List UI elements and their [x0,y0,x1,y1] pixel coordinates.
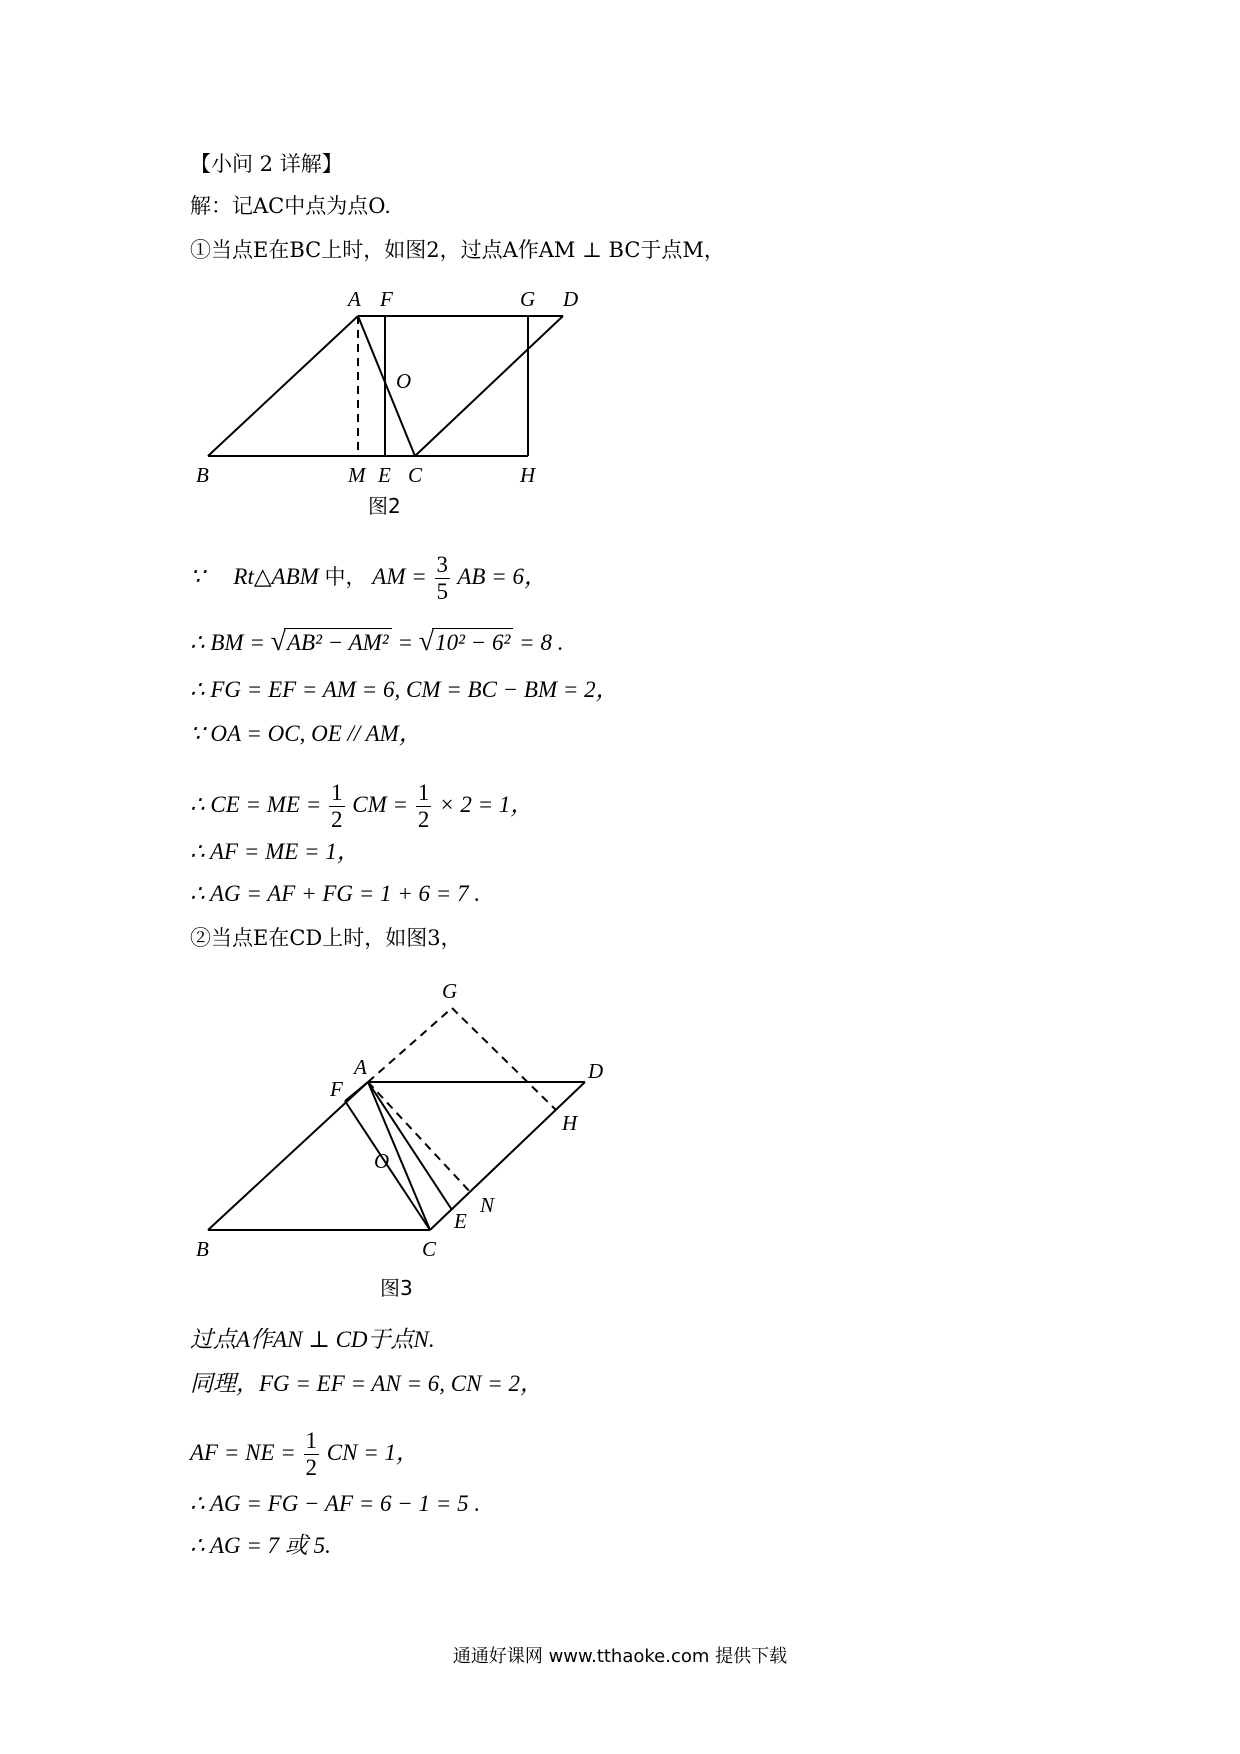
figure-3 [190,974,620,1274]
fig2-label-h: H [520,463,536,487]
step1-rhs: AB = 6， [457,563,547,589]
fig2-caption: 图2 [368,494,401,518]
step5-fraction2: $\frac{1}{2}$ [417,780,430,832]
fig2-label-g: G [520,287,536,311]
fig3-label-e: E [454,1209,467,1233]
step2-eq: = [397,630,413,655]
step10-rhs: CN = 1， [326,1439,419,1465]
step1-fraction: $\frac{3}{5}$ [436,552,449,604]
intro-line: 解：记AC中点为点O. [190,194,391,218]
fig2-label-m: M [348,463,366,487]
fig3-caption: 图3 [380,1276,413,1300]
section-header: 【小问 2 详解】 [190,152,343,176]
case2-line: ②当点E在CD上时，如图3， [190,926,462,950]
step2-pre: ∴ BM = [190,630,265,655]
step3-line: ∴ FG = EF = AM = 6, CM = BC − BM = 2， [190,677,619,702]
step2-radical2: 10² − 6² [432,628,513,657]
step4-line: ∵ OA = OC, OE // AM， [190,721,422,746]
step1-line [190,552,547,605]
figure-2 [190,282,610,492]
step5-rhs: × 2 = 1， [439,791,534,817]
fig3-label-a: A [354,1055,367,1079]
step2-radical1: AB² − AM² [284,628,392,657]
step12-line: ∴ AG = 7 或 5. [190,1533,331,1558]
fig3-label-f: F [330,1077,343,1101]
fig2-label-e: E [378,463,391,487]
step8-line: 过点A作AN ⊥ CD于点N. [190,1327,435,1352]
case1-line: ①当点E在BC上时，如图2，过点A作AM ⊥ BC于点M， [190,238,725,262]
step2-rhs: = 8 . [519,630,564,655]
step10-line [190,1428,419,1481]
step10-pre: AF = NE = [190,1439,296,1465]
fig3-label-n: N [480,1193,495,1217]
step1-triangle: Rt△ABM [233,563,319,589]
step11-line: ∴ AG = FG − AF = 6 − 1 = 5 . [190,1491,481,1516]
step7-line: ∴ AG = AF + FG = 1 + 6 = 7 . [190,881,481,906]
fig2-label-f: F [380,287,393,311]
fig3-label-o: O [374,1149,390,1173]
step9-line: 同理，FG = EF = AN = 6, CN = 2， [190,1371,543,1396]
step5-line [190,780,533,833]
footer-watermark: 通通好课网 www.tthaoke.com 提供下载 [452,1646,788,1667]
fig3-label-d: D [588,1059,604,1083]
step6-line: ∴ AF = ME = 1， [190,839,360,864]
fig3-label-g: G [442,979,458,1003]
step2-line: ∴ BM = √AB² − AM² = √10² − 6² = 8 . [190,626,564,657]
fig2-label-c: C [408,463,423,487]
fig2-label-b: B [196,463,209,487]
step10-fraction: $\frac{1}{2}$ [305,1428,318,1480]
fig3-label-b: B [196,1237,209,1261]
step1-mid: 中， [324,564,367,589]
step5-pre: ∴ CE = ME = [190,791,322,817]
step5-mid: CM = [352,791,409,817]
step1-lhs: AM = [372,563,427,589]
step5-fraction1: $\frac{1}{2}$ [331,780,343,832]
fig3-label-c: C [422,1237,437,1261]
fig2-label-d: D [563,287,579,311]
fig3-label-h: H [562,1111,578,1135]
fig2-label-a: A [348,287,361,311]
step1-because: ∵ [190,563,205,589]
fig2-label-o: O [396,369,412,393]
